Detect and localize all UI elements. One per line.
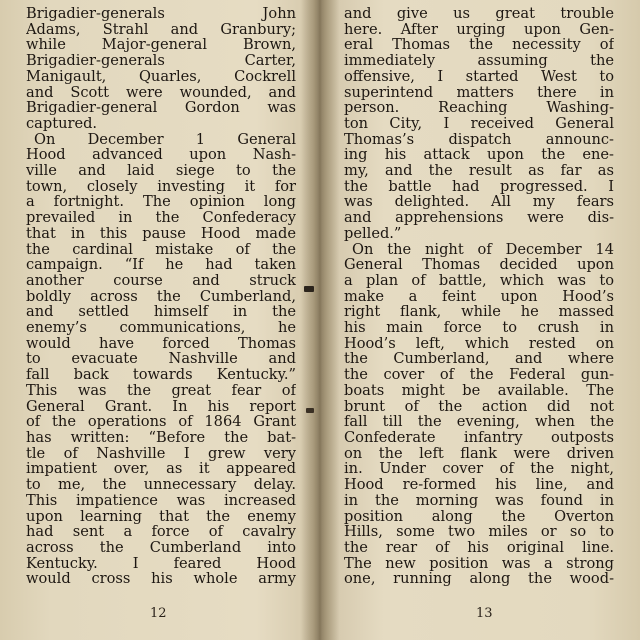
text-line: my, and the result as far as [344,163,614,179]
text-line: boats might be available. The [344,382,614,399]
text-line: on the left flank were driven [344,445,614,462]
text-line: the cardinal mistake of the [26,241,296,258]
text-line: a plan of battle, which was to [344,272,614,289]
text-line: was delighted. All my fears [344,194,614,211]
text-line: campaign. “If he had taken [26,257,296,273]
text-line: position along the Overton [344,508,614,525]
text-line: the cover of the Federal gun- [344,367,614,383]
text-line: another course and struck [26,272,296,289]
text-line: to me, the unnecessary delay. [26,477,296,493]
text-line: immediately assuming the [344,53,614,69]
text-line: Confederate infantry outposts [344,429,614,446]
text-line: and Scott were wounded, and [26,84,296,101]
text-line: ville and laid siege to the [26,163,296,179]
text-line: General Thomas decided upon [344,257,614,273]
text-line: town, closely investing it for [26,178,296,195]
text-line: upon learning that the enemy [26,508,296,525]
text-line: Hood’s left, which rested on [344,335,614,352]
text-line: Hood re-formed his line, and [344,477,614,493]
text-line: the Cumberland, and where [344,351,614,368]
text-line: Manigault, Quarles, Cockrell [26,68,296,85]
text-line: ing his attack upon the ene- [344,147,614,164]
text-line: Adams, Strahl and Granbury; [26,21,296,38]
text-line: and give us great trouble [344,6,614,22]
text-line: his main force to crush in [344,320,614,336]
text-line: fall till the evening, when the [344,414,614,430]
text-line: pelled.” [344,225,402,242]
text-line: while Major-general Brown, [26,37,296,54]
text-line: tle of Nashville I grew very [26,445,296,462]
text-line: eral Thomas the necessity of [344,37,614,54]
text-line: here. After urging upon Gen- [344,21,614,38]
text-line: Kentucky. I feared Hood [26,555,296,572]
text-line: in. Under cover of the night, [344,461,614,478]
text-line: The new position was a strong [344,555,614,572]
text-line: across the Cumberland into [26,539,296,556]
text-line: ton City, I received General [344,115,614,132]
binding-staple-top [304,286,314,292]
text-line: On December 1 General [34,131,296,148]
left-page-text [26,6,296,587]
text-line: Brigadier-general Gordon was [26,100,296,116]
text-line: to evacuate Nashville and [26,351,296,368]
text-line: would have forced Thomas [26,335,296,352]
text-line: fall back towards Kentucky.” [26,367,296,383]
text-line: in the morning was found in [344,492,614,509]
text-line: On the night of December 14 [352,241,614,258]
text-line: boldly across the Cumberland, [26,288,296,305]
text-line: had sent a force of cavalry [26,524,296,540]
binding-staple-bottom [306,408,314,413]
text-line: has written: “Before the bat- [26,429,296,446]
text-line: impatient over, as it appeared [26,461,296,478]
text-line: Hills, some two miles or so to [344,524,614,540]
text-line: of the operations of 1864 Grant [26,414,296,430]
text-line: and settled himself in the [26,304,296,321]
text-line: superintend matters there in [344,84,614,101]
text-line: Thomas’s dispatch announc- [344,131,614,148]
text-line: brunt of the action did not [344,398,614,415]
text-line: offensive, I started West to [344,68,614,85]
text-line: enemy’s communications, he [26,320,296,336]
text-line: and apprehensions were dis- [344,210,614,226]
text-line: This impatience was increased [26,492,296,509]
text-line: prevailed in the Confederacy [26,210,296,226]
text-line: one, running along the wood- [344,571,614,588]
text-line: person. Reaching Washing- [344,100,614,116]
text-line: captured. [26,115,98,132]
right-page-text [344,6,614,587]
text-line: a fortnight. The opinion long [26,194,296,211]
page-number-right: 13 [476,606,493,621]
text-line: Brigadier-generals Carter, [26,53,296,69]
page-number-left: 12 [150,606,167,621]
book-gutter [300,0,340,640]
text-line: that in this pause Hood made [26,225,296,242]
text-line: Hood advanced upon Nash- [26,147,296,164]
text-line: Brigadier-generals John [26,6,296,22]
text-line: would cross his whole army [26,571,296,588]
text-line: the battle had progressed. I [344,178,614,195]
text-line: make a feint upon Hood’s [344,288,614,305]
text-line: This was the great fear of [26,382,296,399]
text-line: right flank, while he massed [344,304,614,321]
text-line: General Grant. In his report [26,398,296,415]
text-line: the rear of his original line. [344,539,614,556]
